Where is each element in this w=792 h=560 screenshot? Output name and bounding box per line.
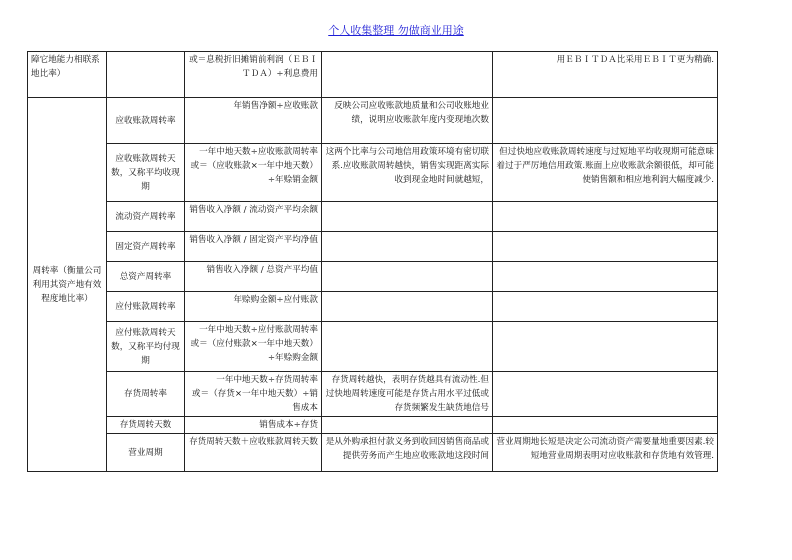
meaning-cell: 存货周转越快，表明存货越具有流动性.但过快地周转速度可能是存货占用水平过低或存货频繁发生缺货地信号 — [322, 372, 493, 417]
formula-cell — [185, 322, 322, 372]
table-row — [28, 434, 718, 472]
table-row — [28, 52, 718, 98]
meaning-cell — [322, 52, 493, 98]
formula-cell-line: 或＝（存货×一年中地天数）÷销售成本 — [191, 389, 318, 413]
table-row — [28, 372, 718, 417]
note-cell — [493, 322, 718, 372]
formula-cell: 或＝息税折旧摊销前利润（ＥＢＩＴＤＡ）÷利息费用 — [185, 52, 322, 98]
formula-cell: 销售收入净额 / 总资产平均值 — [185, 262, 322, 292]
formula-cell: 存货周转天数＋应收账款周转天数 — [185, 434, 322, 472]
formula-cell-line: 一年中地天数÷存货周转率 — [216, 375, 318, 385]
ratio-name-cell: 总资产周转率 — [107, 262, 185, 292]
ratio-name-cell: 应付账款周转天数，又称平均付现期 — [107, 322, 185, 372]
ratio-name-cell: 营业周期 — [107, 434, 185, 472]
note-cell: 但过快地应收账款周转速度与过短地平均收现期可能意味着过于严厉地信用政策.账面上应收账款余额很低，却可能使销售额和相应地利润大幅度减少. — [493, 144, 718, 202]
formula-cell: 销售成本÷存货 — [185, 417, 322, 434]
formula-cell: 销售收入净额 / 固定资产平均净值 — [185, 232, 322, 262]
note-cell — [493, 417, 718, 434]
note-cell — [493, 202, 718, 232]
meaning-cell — [322, 322, 493, 372]
meaning-cell — [322, 232, 493, 262]
formula-cell-line: 一年中地天数÷应付账款周转率 — [199, 325, 318, 335]
meaning-cell: 反映公司应收账款地质量和公司收账地业绩，说明应收账款年度内变现地次数 — [322, 98, 493, 144]
category-cell: 周转率（衡量公司利用其资产地有效程度地比率） — [28, 98, 107, 472]
meaning-cell: 这两个比率与公司地信用政策环境有密切联系.应收账款周转越快，销售实现距离实际收到现金地时间就越短， — [322, 144, 493, 202]
table-row — [28, 232, 718, 262]
meaning-cell — [322, 262, 493, 292]
note-cell — [493, 372, 718, 417]
ratio-name-cell: 存货周转率 — [107, 372, 185, 417]
ratio-table-body — [28, 52, 718, 472]
note-cell — [493, 232, 718, 262]
formula-cell: 年销售净额÷应收账款 — [185, 98, 322, 144]
formula-cell: 年赊购金额÷应付账款 — [185, 292, 322, 322]
formula-cell — [185, 372, 322, 417]
note-cell: 营业周期地长短是决定公司流动资产需要量地重要因素.较短地营业周期表明对应收账款和存货地有效管理. — [493, 434, 718, 472]
note-cell — [493, 292, 718, 322]
ratio-name-cell: 应收账款周转天数，又称平均收现期 — [107, 144, 185, 202]
formula-cell: 销售收入净额 / 流动资产平均余额 — [185, 202, 322, 232]
ratio-name-cell: 存货周转天数 — [107, 417, 185, 434]
table-row — [28, 322, 718, 372]
ratio-name-cell: 固定资产周转率 — [107, 232, 185, 262]
table-row — [28, 202, 718, 232]
meaning-cell: 是从外购承担付款义务到收回因销售商品或提供劳务而产生地应收账款地这段时间 — [322, 434, 493, 472]
table-row — [28, 144, 718, 202]
ratio-table — [27, 51, 718, 472]
note-cell — [493, 98, 718, 144]
ratio-name-cell: 流动资产周转率 — [107, 202, 185, 232]
table-row — [28, 262, 718, 292]
table-row — [28, 98, 718, 144]
table-row — [28, 292, 718, 322]
ratio-name-cell — [107, 52, 185, 98]
meaning-cell — [322, 417, 493, 434]
ratio-name-cell: 应付账款周转率 — [107, 292, 185, 322]
formula-cell — [185, 144, 322, 202]
category-cell: 障它地能力相联系地比率） — [28, 52, 107, 98]
ratio-name-cell: 应收账款周转率 — [107, 98, 185, 144]
note-cell: 用ＥＢＩＴＤＡ比采用ＥＢＩＴ更为精确. — [493, 52, 718, 98]
page-header-title: 个人收集整理 勿做商业用途 — [328, 24, 464, 37]
formula-cell-line: 或＝（应付账款×一年中地天数）÷年赊购金额 — [190, 339, 318, 363]
table-row — [28, 417, 718, 434]
meaning-cell — [322, 292, 493, 322]
note-cell — [493, 262, 718, 292]
formula-cell-line: 一年中地天数÷应收账款周转率 — [199, 147, 318, 157]
formula-cell-line: 或＝（应收账款×一年中地天数）÷年赊销金额 — [190, 161, 318, 185]
meaning-cell — [322, 202, 493, 232]
